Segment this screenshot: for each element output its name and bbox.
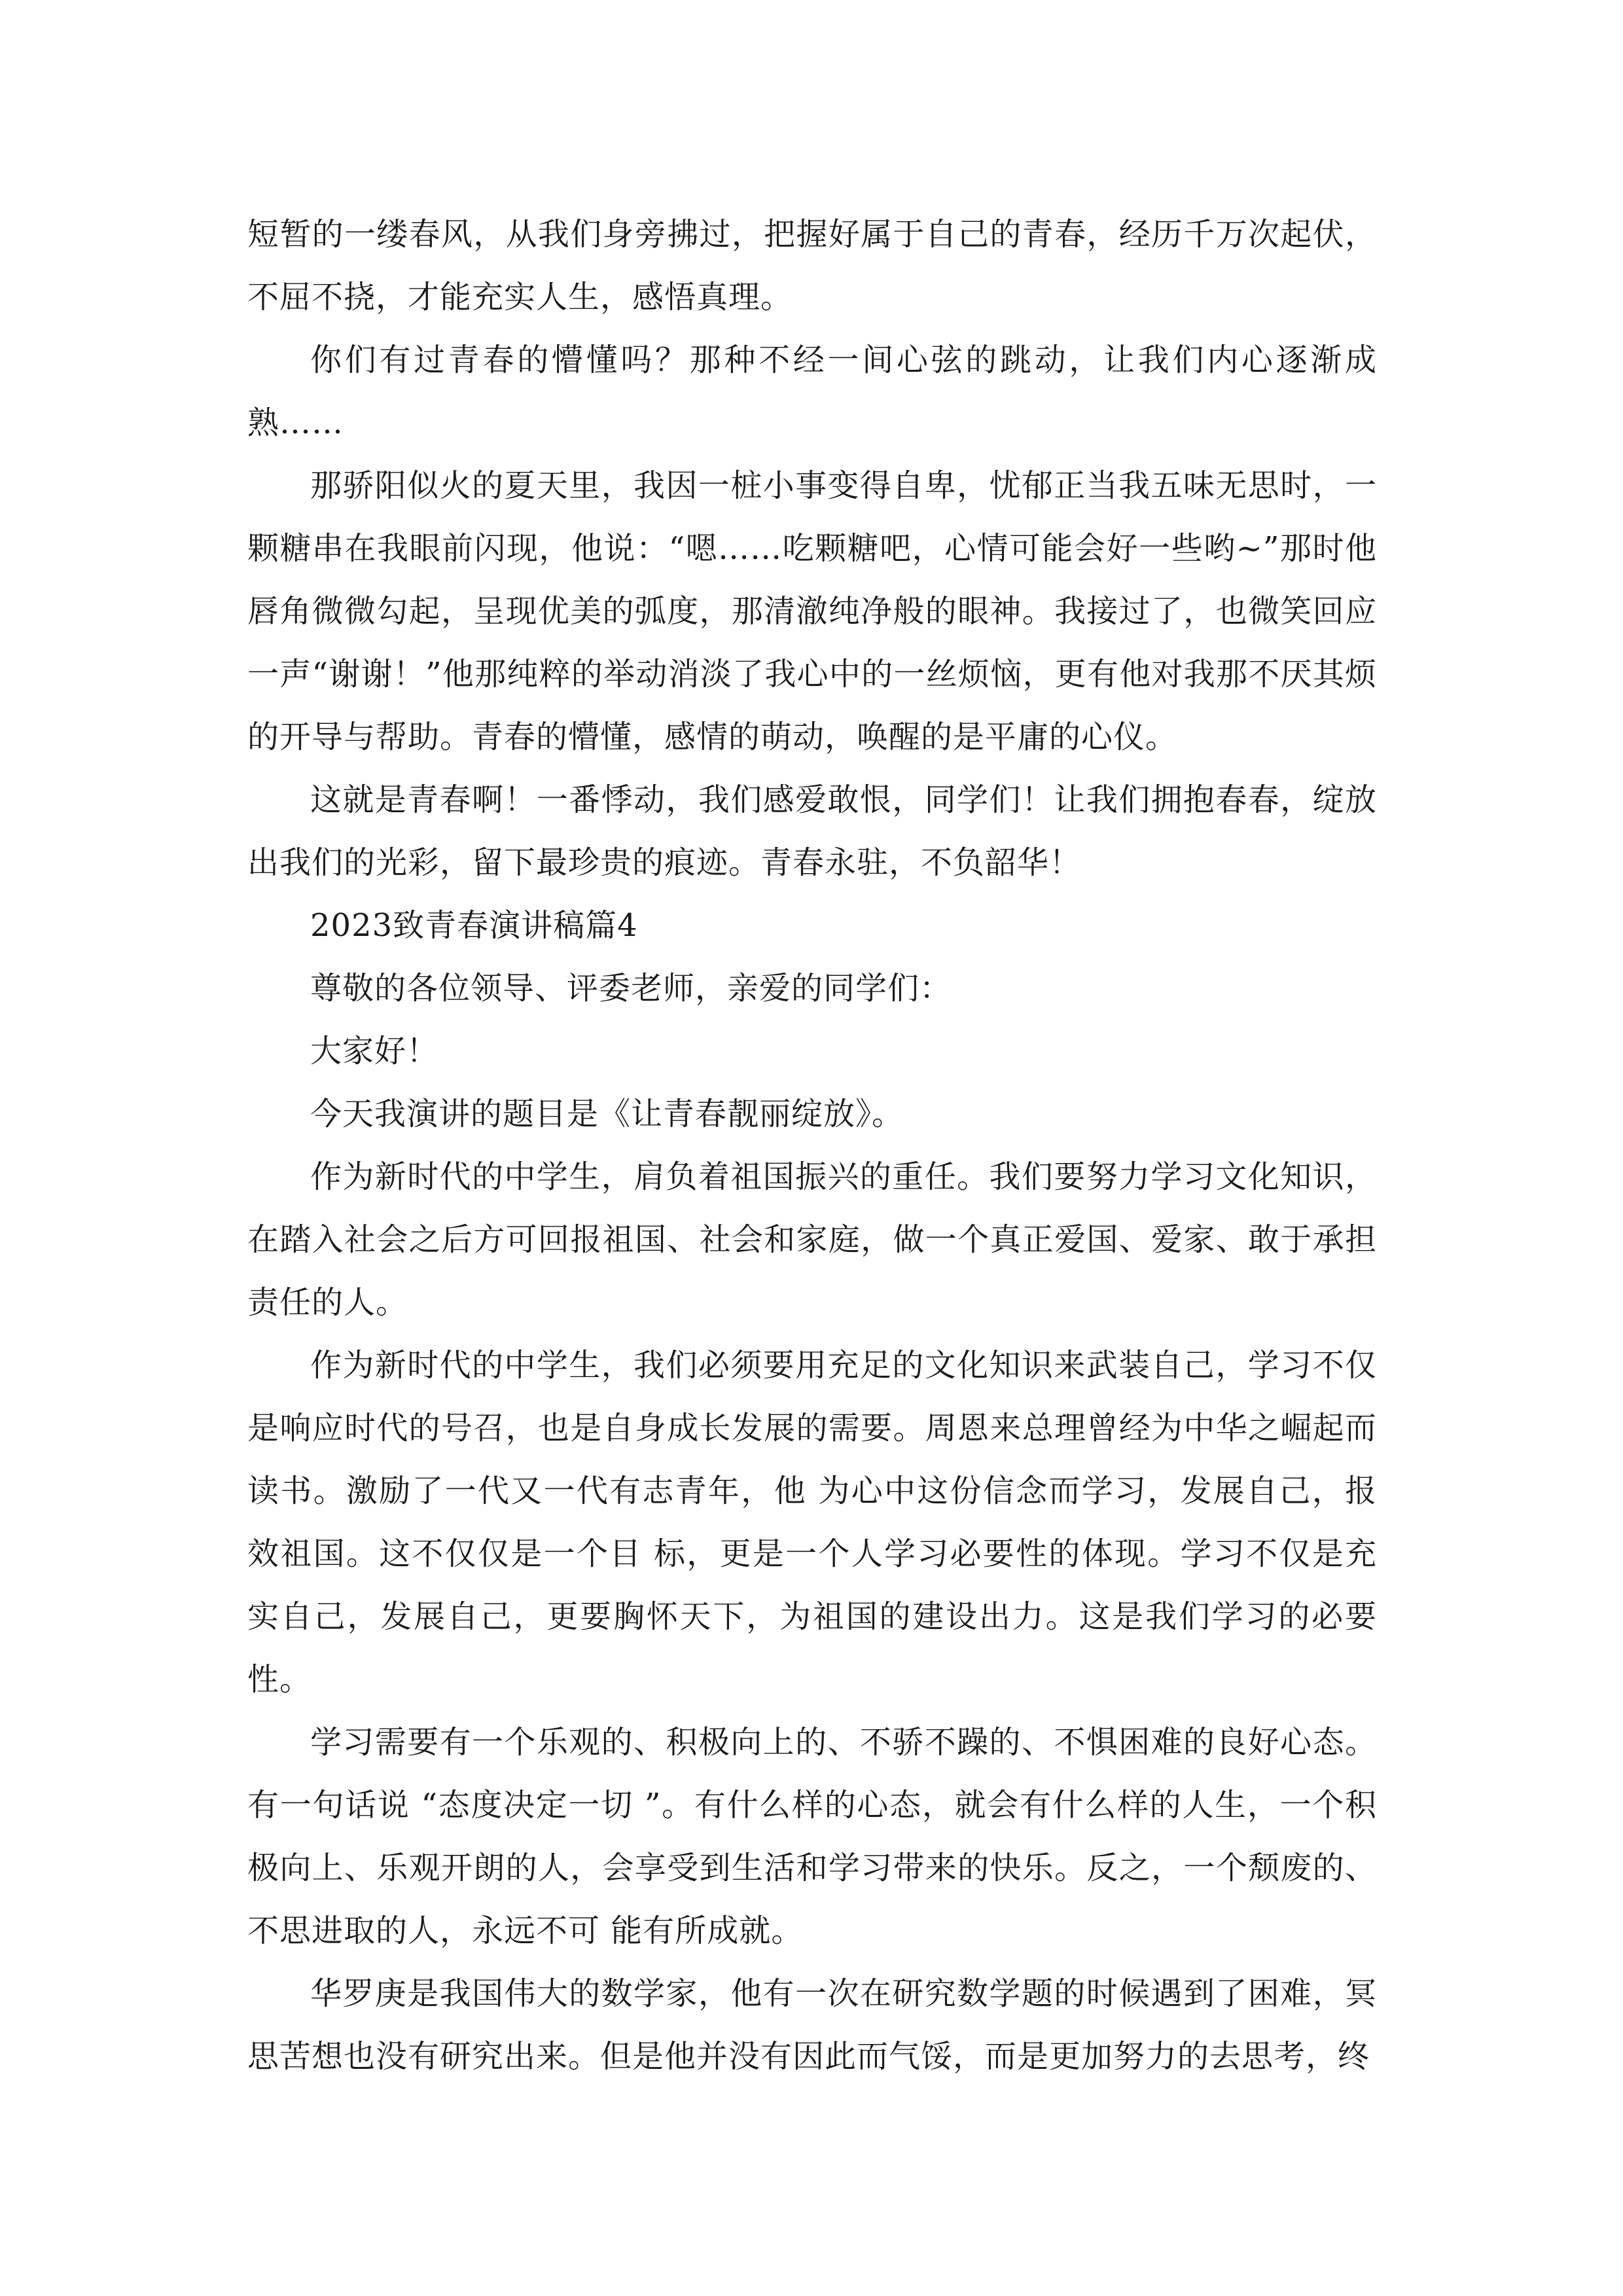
- paragraph: 那骄阳似火的夏天里，我因一桩小事变得自卑，忧郁正当我五味无思时，一颗糖串在我眼前闪现，他说：“嗯……吃颗糖吧，心情可能会好一些哟~”那时他唇角微微勾起，呈现优美的弧度，那清澈纯净般的眼神。我接过了，也微笑回应一声“谢谢！”他那纯粹的举动消淡了我心中的一丝烦恼，更有他对我那不厌其烦的开导与帮助。青春的懵懂，感情的萌动，唤醒的是平庸的心仪。: [247, 467, 1377, 755]
- salutation: 尊敬的各位领导、评委老师，亲爱的同学们：: [310, 970, 952, 1007]
- section-title: 2023致青春演讲稿篇4: [310, 907, 638, 944]
- greeting: 大家好！: [310, 1033, 439, 1069]
- paragraph: 这就是青春啊！一番悸动，我们感爱敢恨，同学们！让我们拥抱春春，绽放出我们的光彩，留下最珍贵的痕迹。青春永驻，不负韶华！: [247, 781, 1377, 881]
- paragraph: 你们有过青春的懵懂吗？那种不经一间心弦的跳动，让我们内心逐渐成熟……: [247, 342, 1377, 441]
- paragraph: 作为新时代的中学生，我们必须要用充足的文化知识来武装自己，学习不仅是响应时代的号召，也是自身成长发展的需要。周恩来总理曾经为中华之崛起而读书。激励了一代又一代有志青年，他 为心中这份信念而学习，发展自己，报效祖国。这不仅仅是一个目 标，更是一个人学习必要性的体现。学习不仅是充实自己，发展自己，更要胸怀天下，为祖国的建设出力。这是我们学习的必要性。: [247, 1347, 1377, 1698]
- document-body: [247, 203, 1377, 2088]
- paragraph: 学习需要有一个乐观的、积极向上的、不骄不躁的、不惧困难的良好心态。有一句话说 “态度决定一切 ”。有什么样的心态，就会有什么样的人生，一个积极向上、乐观开朗的人，会享受到生活和学习带来的快乐。反之，一个颓废的、不思进取的人，永远不可 能有所成就。: [247, 1724, 1377, 1949]
- paragraph: 华罗庚是我国伟大的数学家，他有一次在研究数学题的时候遇到了困难，冥思苦想也没有研究出来。但是他并没有因此而气馁，而是更加努力的去思考，终: [247, 1975, 1377, 2075]
- paragraph-continuation: 短暂的一缕春风，从我们身旁拂过，把握好属于自己的青春，经历千万次起伏，不屈不挠，才能充实人生，感悟真理。: [247, 216, 1377, 315]
- speech-topic: 今天我演讲的题目是《让青春靓丽绽放》。: [310, 1096, 904, 1132]
- paragraph: 作为新时代的中学生，肩负着祖国振兴的重任。我们要努力学习文化知识，在踏入社会之后方可回报祖国、社会和家庭，做一个真正爱国、爱家、敢于承担责任的人。: [247, 1158, 1377, 1321]
